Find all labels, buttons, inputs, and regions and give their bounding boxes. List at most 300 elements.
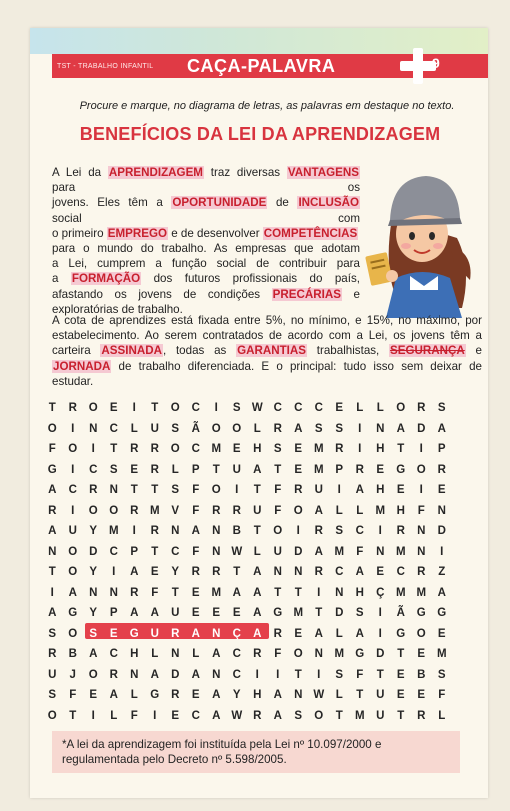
grid-cell[interactable]: Y <box>89 607 98 620</box>
grid-cell[interactable]: Ã <box>396 607 405 620</box>
grid-cell[interactable]: L <box>335 504 343 517</box>
grid-cell[interactable]: S <box>314 422 323 435</box>
grid-cell[interactable]: F <box>274 648 282 661</box>
grid-cell[interactable]: E <box>171 709 180 722</box>
grid-cell[interactable]: F <box>192 484 200 497</box>
grid-cell[interactable]: N <box>109 484 118 497</box>
grid-cell[interactable]: E <box>376 463 385 476</box>
grid-cell[interactable]: C <box>314 402 323 415</box>
grid-cell[interactable]: L <box>110 709 118 722</box>
grid-cell[interactable]: Z <box>438 566 446 579</box>
grid-cell[interactable]: L <box>376 402 384 415</box>
grid-cell[interactable]: S <box>232 402 241 415</box>
grid-cell[interactable]: R <box>68 402 77 415</box>
grid-cell[interactable]: A <box>89 648 98 661</box>
grid-cell[interactable]: H <box>355 586 364 599</box>
grid-cell[interactable]: N <box>294 689 303 702</box>
grid-cell[interactable]: U <box>253 504 262 517</box>
grid-cell[interactable]: R <box>130 586 139 599</box>
grid-cell[interactable]: T <box>253 484 261 497</box>
grid-cell[interactable]: I <box>296 525 300 538</box>
grid-cell[interactable]: F <box>438 689 446 702</box>
grid-cell[interactable]: C <box>232 648 241 661</box>
grid-cell[interactable]: R <box>314 566 323 579</box>
grid-cell[interactable]: G <box>47 463 57 476</box>
grid-cell[interactable]: I <box>91 709 95 722</box>
grid-cell[interactable]: P <box>191 463 200 476</box>
grid-cell[interactable]: O <box>232 422 242 435</box>
grid-cell[interactable]: L <box>192 648 200 661</box>
grid-cell[interactable]: F <box>274 504 282 517</box>
grid-cell[interactable]: I <box>419 484 423 497</box>
grid-cell[interactable]: I <box>337 484 341 497</box>
grid-cell[interactable]: A <box>437 422 446 435</box>
grid-cell[interactable]: C <box>396 566 405 579</box>
grid-cell[interactable]: M <box>375 504 386 517</box>
grid-cell[interactable]: D <box>294 545 303 558</box>
grid-cell[interactable]: A <box>253 566 262 579</box>
grid-cell[interactable]: A <box>150 607 159 620</box>
grid-cell[interactable]: O <box>47 709 57 722</box>
grid-cell[interactable]: R <box>48 648 57 661</box>
grid-cell[interactable]: I <box>317 668 321 681</box>
grid-cell[interactable]: C <box>273 402 282 415</box>
grid-cell[interactable]: R <box>253 709 262 722</box>
grid-cell[interactable]: S <box>335 668 344 681</box>
grid-cell[interactable]: W <box>313 689 325 702</box>
grid-cell[interactable]: N <box>48 545 57 558</box>
grid-cell[interactable]: L <box>335 689 343 702</box>
grid-cell[interactable]: P <box>335 463 344 476</box>
grid-cell[interactable]: M <box>436 648 447 661</box>
grid-cell[interactable]: E <box>232 607 241 620</box>
grid-cell[interactable]: A <box>130 566 139 579</box>
grid-cell[interactable]: R <box>417 566 426 579</box>
grid-cell[interactable]: A <box>314 545 323 558</box>
grid-cell[interactable]: Ç <box>376 586 385 599</box>
grid-cell[interactable]: L <box>253 422 261 435</box>
grid-cell[interactable]: I <box>71 504 75 517</box>
grid-cell[interactable]: D <box>376 648 385 661</box>
grid-cell[interactable]: L <box>130 689 138 702</box>
grid-cell[interactable]: A <box>191 627 200 640</box>
grid-cell[interactable]: S <box>171 422 180 435</box>
grid-cell[interactable]: T <box>48 566 56 579</box>
grid-cell[interactable]: N <box>376 545 385 558</box>
grid-cell[interactable]: N <box>109 586 118 599</box>
grid-cell[interactable]: N <box>273 566 282 579</box>
grid-cell[interactable]: F <box>130 709 138 722</box>
grid-cell[interactable]: H <box>253 689 262 702</box>
grid-cell[interactable]: M <box>211 443 222 456</box>
grid-cell[interactable]: W <box>231 709 243 722</box>
grid-cell[interactable]: S <box>335 525 344 538</box>
grid-cell[interactable]: H <box>396 504 405 517</box>
grid-cell[interactable]: E <box>396 484 405 497</box>
grid-cell[interactable]: O <box>293 504 303 517</box>
grid-cell[interactable]: E <box>191 607 200 620</box>
grid-cell[interactable]: I <box>153 709 157 722</box>
grid-cell[interactable]: I <box>358 443 362 456</box>
grid-cell[interactable]: U <box>68 525 77 538</box>
grid-cell[interactable]: F <box>356 668 364 681</box>
grid-cell[interactable]: R <box>171 627 180 640</box>
grid-cell[interactable]: O <box>88 402 98 415</box>
grid-cell[interactable]: N <box>335 586 344 599</box>
grid-cell[interactable]: N <box>417 545 426 558</box>
grid-cell[interactable]: G <box>396 627 406 640</box>
grid-cell[interactable]: I <box>378 525 382 538</box>
grid-cell[interactable]: A <box>232 586 241 599</box>
grid-cell[interactable]: S <box>89 627 98 640</box>
grid-cell[interactable]: D <box>335 607 344 620</box>
grid-cell[interactable]: C <box>109 422 118 435</box>
grid-cell[interactable]: E <box>212 607 221 620</box>
grid-cell[interactable]: F <box>417 504 425 517</box>
grid-cell[interactable]: T <box>151 545 159 558</box>
grid-cell[interactable]: E <box>191 586 200 599</box>
grid-cell[interactable]: O <box>170 443 180 456</box>
grid-cell[interactable]: S <box>437 402 446 415</box>
grid-cell[interactable]: P <box>437 443 446 456</box>
grid-cell[interactable]: S <box>355 607 364 620</box>
grid-cell[interactable]: Y <box>232 689 241 702</box>
grid-cell[interactable]: L <box>253 545 261 558</box>
grid-cell[interactable]: R <box>273 422 282 435</box>
grid-cell[interactable]: T <box>397 648 405 661</box>
grid-cell[interactable]: G <box>273 607 283 620</box>
grid-cell[interactable]: A <box>253 463 262 476</box>
grid-cell[interactable]: R <box>335 443 344 456</box>
grid-cell[interactable]: T <box>376 668 384 681</box>
grid-cell[interactable]: D <box>437 525 446 538</box>
grid-cell[interactable]: N <box>212 545 221 558</box>
grid-cell[interactable]: E <box>109 402 118 415</box>
grid-cell[interactable]: I <box>112 566 116 579</box>
grid-cell[interactable]: U <box>232 463 241 476</box>
grid-cell[interactable]: E <box>396 689 405 702</box>
grid-cell[interactable]: L <box>356 402 364 415</box>
grid-cell[interactable]: C <box>232 668 241 681</box>
grid-cell[interactable]: S <box>48 627 57 640</box>
grid-cell[interactable]: O <box>416 463 426 476</box>
grid-cell[interactable]: I <box>378 607 382 620</box>
grid-cell[interactable]: I <box>419 443 423 456</box>
grid-cell[interactable]: R <box>171 689 180 702</box>
grid-cell[interactable]: T <box>274 586 282 599</box>
grid-cell[interactable]: L <box>151 648 159 661</box>
grid-cell[interactable]: O <box>68 627 78 640</box>
grid-cell[interactable]: A <box>437 586 446 599</box>
grid-cell[interactable]: A <box>355 484 364 497</box>
grid-cell[interactable]: C <box>109 648 118 661</box>
grid-cell[interactable]: V <box>171 504 180 517</box>
grid-cell[interactable]: F <box>192 504 200 517</box>
grid-cell[interactable]: E <box>417 648 426 661</box>
grid-cell[interactable]: A <box>212 648 221 661</box>
grid-cell[interactable]: I <box>317 586 321 599</box>
grid-cell[interactable]: E <box>335 402 344 415</box>
grid-cell[interactable]: T <box>397 443 405 456</box>
grid-cell[interactable]: H <box>376 443 385 456</box>
grid-cell[interactable]: M <box>354 709 365 722</box>
grid-cell[interactable]: T <box>294 586 302 599</box>
grid-cell[interactable]: P <box>109 607 118 620</box>
grid-cell[interactable]: R <box>191 566 200 579</box>
grid-cell[interactable]: M <box>313 463 324 476</box>
grid-cell[interactable]: O <box>211 484 221 497</box>
grid-cell[interactable]: T <box>315 607 323 620</box>
grid-cell[interactable]: T <box>356 689 364 702</box>
grid-cell[interactable]: T <box>69 709 77 722</box>
grid-cell[interactable]: L <box>335 627 343 640</box>
grid-cell[interactable]: U <box>150 422 159 435</box>
grid-cell[interactable]: I <box>214 402 218 415</box>
grid-cell[interactable]: M <box>211 586 222 599</box>
grid-cell[interactable]: A <box>314 627 323 640</box>
grid-cell[interactable]: N <box>130 668 139 681</box>
grid-cell[interactable]: B <box>417 668 426 681</box>
grid-cell[interactable]: T <box>294 668 302 681</box>
grid-cell[interactable]: C <box>191 443 200 456</box>
grid-cell[interactable]: A <box>294 422 303 435</box>
grid-cell[interactable]: O <box>314 709 324 722</box>
grid-cell[interactable]: L <box>171 463 179 476</box>
grid-cell[interactable]: L <box>356 504 364 517</box>
grid-cell[interactable]: I <box>255 668 259 681</box>
grid-cell[interactable]: R <box>396 525 405 538</box>
grid-cell[interactable]: E <box>150 566 159 579</box>
grid-cell[interactable]: S <box>48 689 57 702</box>
grid-cell[interactable]: O <box>170 402 180 415</box>
grid-cell[interactable]: R <box>355 463 364 476</box>
grid-cell[interactable]: W <box>231 545 243 558</box>
grid-cell[interactable]: A <box>253 607 262 620</box>
grid-cell[interactable]: F <box>151 586 159 599</box>
grid-cell[interactable]: C <box>191 402 200 415</box>
grid-cell[interactable]: M <box>334 648 345 661</box>
grid-cell[interactable]: A <box>68 586 77 599</box>
grid-cell[interactable]: R <box>48 504 57 517</box>
grid-cell[interactable]: O <box>293 648 303 661</box>
grid-cell[interactable]: I <box>276 668 280 681</box>
grid-cell[interactable]: D <box>89 545 98 558</box>
grid-cell[interactable]: A <box>150 668 159 681</box>
grid-cell[interactable]: S <box>294 709 303 722</box>
grid-cell[interactable]: S <box>171 484 180 497</box>
grid-cell[interactable]: C <box>355 525 364 538</box>
grid-cell[interactable]: E <box>232 443 241 456</box>
grid-cell[interactable]: O <box>88 504 98 517</box>
grid-cell[interactable]: R <box>212 566 221 579</box>
grid-cell[interactable]: R <box>253 648 262 661</box>
grid-cell[interactable]: T <box>171 586 179 599</box>
grid-cell[interactable]: D <box>417 422 426 435</box>
grid-cell[interactable]: C <box>109 545 118 558</box>
grid-cell[interactable]: A <box>48 484 57 497</box>
grid-cell[interactable]: R <box>294 484 303 497</box>
grid-cell[interactable]: O <box>416 627 426 640</box>
word-search-grid[interactable] <box>42 398 452 726</box>
grid-cell[interactable]: O <box>396 402 406 415</box>
grid-cell[interactable]: Ç <box>232 627 241 640</box>
grid-cell[interactable]: M <box>149 504 160 517</box>
grid-cell[interactable]: M <box>108 525 119 538</box>
grid-cell[interactable]: F <box>274 484 282 497</box>
grid-cell[interactable]: R <box>109 668 118 681</box>
grid-cell[interactable]: T <box>274 463 282 476</box>
grid-cell[interactable]: C <box>294 402 303 415</box>
grid-cell[interactable]: N <box>437 504 446 517</box>
grid-cell[interactable]: O <box>68 566 78 579</box>
grid-cell[interactable]: N <box>89 586 98 599</box>
grid-cell[interactable]: I <box>378 627 382 640</box>
grid-cell[interactable]: U <box>376 709 385 722</box>
grid-cell[interactable]: I <box>235 484 239 497</box>
grid-cell[interactable]: U <box>273 545 282 558</box>
grid-cell[interactable]: I <box>132 402 136 415</box>
grid-cell[interactable]: E <box>437 627 446 640</box>
grid-cell[interactable]: G <box>437 607 447 620</box>
grid-cell[interactable]: N <box>212 525 221 538</box>
grid-cell[interactable]: N <box>212 627 221 640</box>
grid-cell[interactable]: R <box>417 402 426 415</box>
grid-cell[interactable]: M <box>395 586 406 599</box>
grid-cell[interactable]: S <box>437 668 446 681</box>
grid-cell[interactable]: A <box>191 525 200 538</box>
grid-cell[interactable]: N <box>171 648 180 661</box>
grid-cell[interactable]: A <box>191 668 200 681</box>
grid-cell[interactable]: T <box>397 709 405 722</box>
grid-cell[interactable]: N <box>294 566 303 579</box>
grid-cell[interactable]: F <box>356 545 364 558</box>
grid-cell[interactable]: A <box>253 586 262 599</box>
grid-cell[interactable]: Ã <box>191 422 200 435</box>
grid-cell[interactable]: E <box>376 566 385 579</box>
grid-cell[interactable]: H <box>376 484 385 497</box>
grid-cell[interactable]: C <box>171 545 180 558</box>
grid-cell[interactable]: R <box>437 463 446 476</box>
grid-cell[interactable]: G <box>355 648 365 661</box>
grid-cell[interactable]: D <box>171 668 180 681</box>
grid-cell[interactable]: R <box>417 709 426 722</box>
grid-cell[interactable]: O <box>109 504 119 517</box>
grid-cell[interactable]: R <box>150 463 159 476</box>
grid-cell[interactable]: A <box>253 627 262 640</box>
grid-cell[interactable]: A <box>314 504 323 517</box>
grid-cell[interactable]: E <box>437 484 446 497</box>
grid-cell[interactable]: N <box>89 422 98 435</box>
grid-cell[interactable]: J <box>69 668 76 681</box>
grid-cell[interactable]: E <box>130 463 139 476</box>
grid-cell[interactable]: R <box>314 525 323 538</box>
grid-cell[interactable]: N <box>314 648 323 661</box>
grid-cell[interactable]: A <box>396 422 405 435</box>
grid-cell[interactable]: R <box>232 504 241 517</box>
grid-cell[interactable]: R <box>150 525 159 538</box>
grid-cell[interactable]: I <box>91 443 95 456</box>
grid-cell[interactable]: A <box>130 607 139 620</box>
grid-cell[interactable]: U <box>314 484 323 497</box>
grid-cell[interactable]: O <box>273 525 283 538</box>
grid-cell[interactable]: C <box>191 709 200 722</box>
grid-cell[interactable]: U <box>376 689 385 702</box>
grid-cell[interactable]: A <box>212 689 221 702</box>
grid-cell[interactable]: A <box>212 709 221 722</box>
grid-cell[interactable]: Y <box>171 566 180 579</box>
grid-cell[interactable]: I <box>50 586 54 599</box>
grid-cell[interactable]: G <box>396 463 406 476</box>
grid-cell[interactable]: M <box>313 443 324 456</box>
grid-cell[interactable]: A <box>109 689 118 702</box>
grid-cell[interactable]: U <box>150 627 159 640</box>
grid-cell[interactable]: S <box>109 463 118 476</box>
grid-cell[interactable]: O <box>68 443 78 456</box>
grid-cell[interactable]: N <box>376 422 385 435</box>
grid-cell[interactable]: G <box>416 607 426 620</box>
grid-cell[interactable]: M <box>293 607 304 620</box>
grid-cell[interactable]: E <box>294 627 303 640</box>
grid-cell[interactable]: E <box>109 627 118 640</box>
grid-cell[interactable]: C <box>89 463 98 476</box>
grid-cell[interactable]: N <box>212 668 221 681</box>
grid-cell[interactable]: H <box>130 648 139 661</box>
grid-cell[interactable]: I <box>132 525 136 538</box>
grid-cell[interactable]: I <box>71 422 75 435</box>
grid-cell[interactable]: F <box>48 443 56 456</box>
grid-cell[interactable]: A <box>273 709 282 722</box>
grid-cell[interactable]: E <box>417 689 426 702</box>
grid-cell[interactable]: G <box>68 607 78 620</box>
grid-cell[interactable]: E <box>191 689 200 702</box>
grid-cell[interactable]: R <box>273 627 282 640</box>
grid-cell[interactable]: S <box>273 443 282 456</box>
grid-cell[interactable]: C <box>68 484 77 497</box>
grid-cell[interactable]: R <box>130 443 139 456</box>
grid-cell[interactable]: E <box>294 463 303 476</box>
grid-cell[interactable]: R <box>212 504 221 517</box>
grid-cell[interactable]: F <box>192 545 200 558</box>
grid-cell[interactable]: T <box>253 525 261 538</box>
grid-cell[interactable]: R <box>89 484 98 497</box>
grid-cell[interactable]: L <box>438 709 446 722</box>
grid-cell[interactable]: A <box>48 525 57 538</box>
grid-cell[interactable]: O <box>47 422 57 435</box>
grid-cell[interactable]: Y <box>89 566 98 579</box>
grid-cell[interactable]: A <box>355 566 364 579</box>
grid-cell[interactable]: G <box>150 689 160 702</box>
grid-cell[interactable]: P <box>130 545 139 558</box>
grid-cell[interactable]: T <box>335 709 343 722</box>
grid-cell[interactable]: G <box>129 627 139 640</box>
grid-cell[interactable]: M <box>416 586 427 599</box>
grid-cell[interactable]: T <box>151 484 159 497</box>
grid-cell[interactable]: T <box>212 463 220 476</box>
grid-cell[interactable]: E <box>396 668 405 681</box>
grid-cell[interactable]: N <box>171 525 180 538</box>
grid-cell[interactable]: R <box>150 443 159 456</box>
grid-cell[interactable]: N <box>417 525 426 538</box>
grid-cell[interactable]: E <box>89 689 98 702</box>
grid-cell[interactable]: H <box>253 443 262 456</box>
grid-cell[interactable]: Y <box>89 525 98 538</box>
grid-cell[interactable]: M <box>334 545 345 558</box>
grid-cell[interactable]: A <box>355 627 364 640</box>
grid-cell[interactable]: U <box>48 668 57 681</box>
grid-cell[interactable]: L <box>130 422 138 435</box>
grid-cell[interactable]: B <box>68 648 77 661</box>
grid-cell[interactable]: R <box>130 504 139 517</box>
